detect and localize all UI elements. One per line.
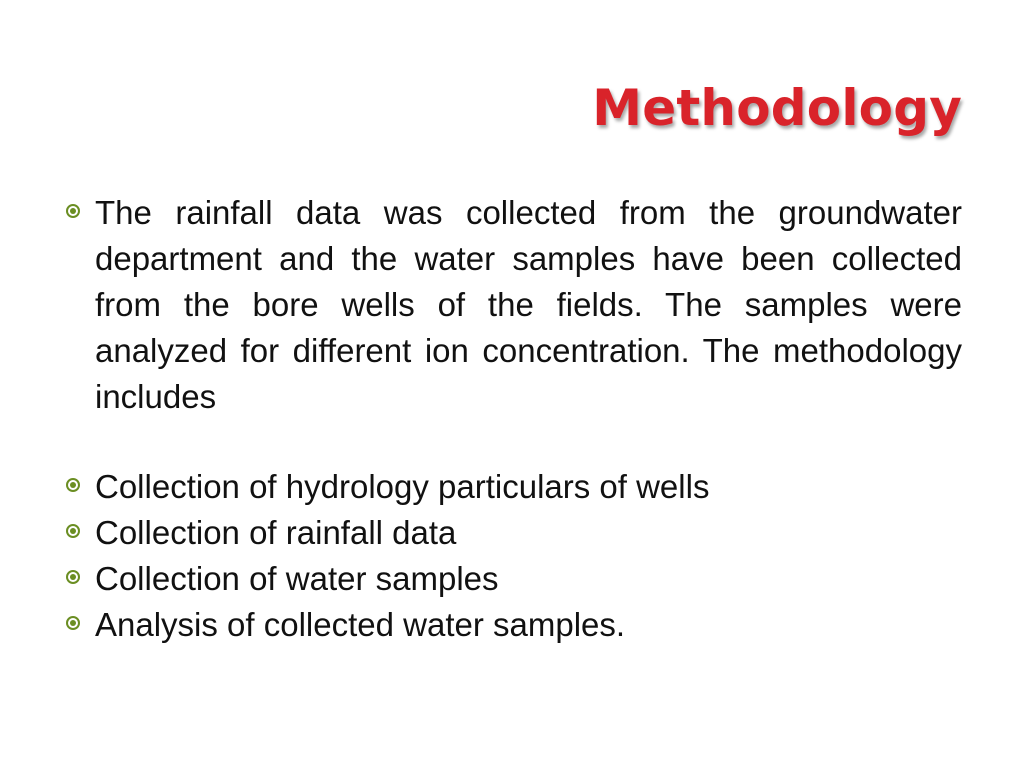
radio-bullet-icon — [66, 570, 80, 584]
bullet-item-text: Collection of water samples — [95, 560, 499, 597]
radio-bullet-icon — [66, 524, 80, 538]
slide-title: Methodology — [592, 79, 962, 137]
bullet-item — [62, 510, 962, 556]
bullet-paragraph — [62, 190, 962, 420]
radio-bullet-icon — [66, 478, 80, 492]
radio-bullet-icon — [66, 204, 80, 218]
radio-bullet-icon — [66, 616, 80, 630]
bullet-item-text: Analysis of collected water samples. — [95, 606, 626, 643]
bullet-item-text: Collection of rainfall data — [95, 514, 457, 551]
slide-content — [62, 190, 962, 648]
bullet-item-text: Collection of hydrology particulars of wells — [95, 468, 710, 505]
bullet-item — [62, 602, 962, 648]
bullet-item — [62, 464, 962, 510]
spacer — [62, 420, 962, 464]
paragraph-text: The rainfall data was collected from the groundwater department and the water samples have been collected from the bore wells of the fields. The samples were analyzed for different ion concentration. The methodology includes — [95, 194, 962, 415]
bullet-item — [62, 556, 962, 602]
